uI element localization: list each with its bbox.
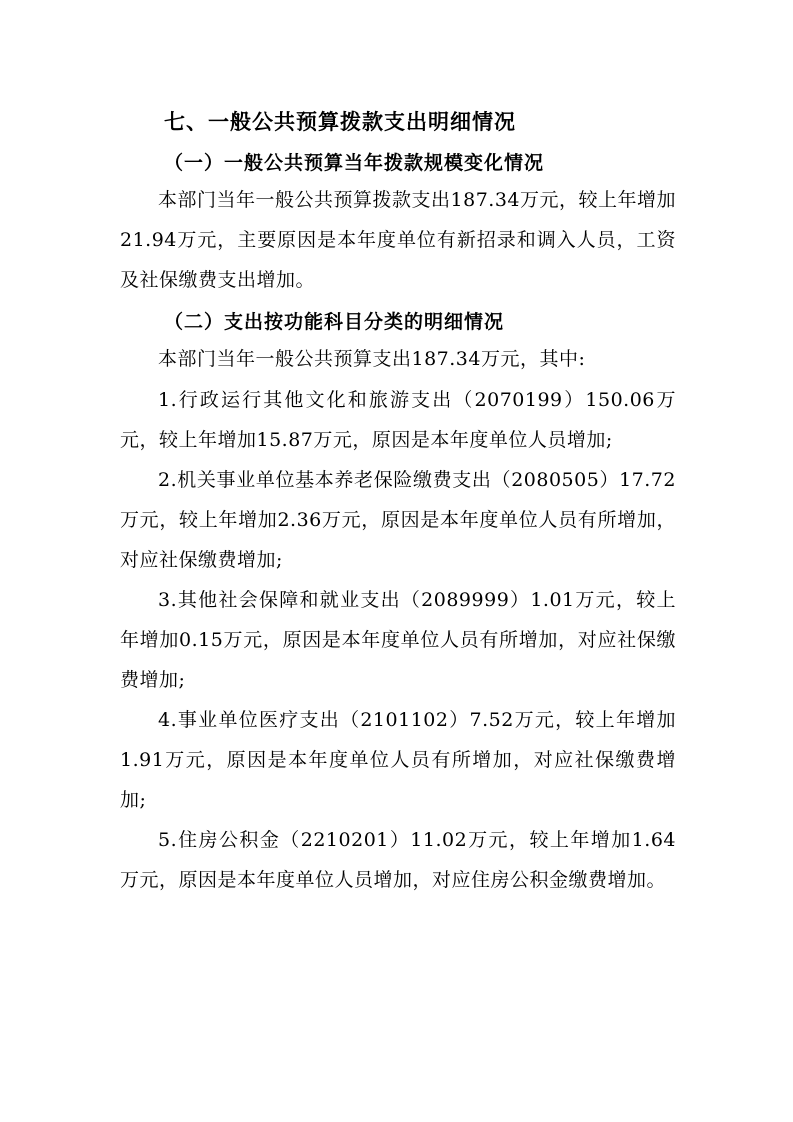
sub-heading-functional-classification: （二）支出按功能科目分类的明细情况 <box>164 311 505 333</box>
list-item: 4.事业单位医疗支出（2101102）7.52万元，较上年增加1.91万元，原因是本年度单位人员有所增加，对应社保缴费增加; <box>120 709 676 812</box>
list-item: 2.机关事业单位基本养老保险缴费支出（2080505）17.72万元，较上年增加2.36万元，原因是本年度单位人员有所增加，对应社保缴费增加; <box>120 469 676 572</box>
paragraph-intro: 本部门当年一般公共预算支出187.34万元，其中: <box>158 348 586 370</box>
section-title: 七、一般公共预算拨款支出明细情况 <box>164 110 516 134</box>
paragraph-scale-change: 本部门当年一般公共预算拨款支出187.34万元，较上年增加21.94万元，主要原因是本年度单位有新招录和调入人员，工资及社保缴费支出增加。 <box>120 189 676 292</box>
sub-heading-scale-change: （一）一般公共预算当年拨款规模变化情况 <box>164 152 545 174</box>
list-item: 1.行政运行其他文化和旅游支出（2070199）150.06万元，较上年增加15.87万元，原因是本年度单位人员增加; <box>120 389 676 452</box>
list-item: 3.其他社会保障和就业支出（2089999）1.01万元，较上年增加0.15万元，原因是本年度单位人员有所增加，对应社保缴费增加; <box>120 589 676 692</box>
list-item: 5.住房公积金（2210201）11.02万元，较上年增加1.64万元，原因是本年度单位人员增加，对应住房公积金缴费增加。 <box>120 829 676 892</box>
